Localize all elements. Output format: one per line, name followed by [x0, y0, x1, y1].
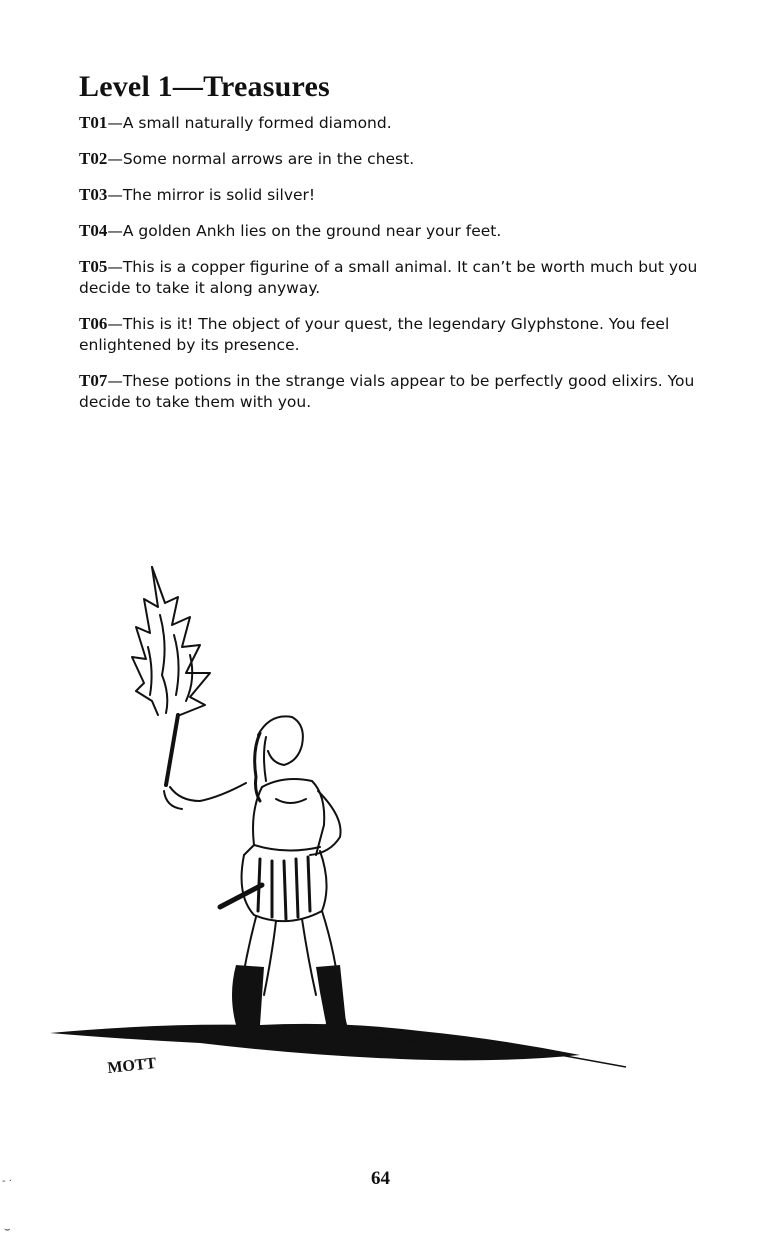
- treasure-code: T04: [79, 221, 108, 240]
- scan-mark: - ·: [2, 1176, 12, 1187]
- treasure-entry-t03: [79, 184, 719, 206]
- treasure-text: —A small naturally formed diamond.: [107, 114, 392, 132]
- treasure-text: —This is it! The object of your quest, the legendary Glyphstone. You feel enlightened by its presence.: [79, 315, 670, 354]
- raised-arm: [170, 783, 246, 801]
- treasure-entry-t05: [79, 256, 719, 299]
- treasure-text: —This is a copper figurine of a small animal. It can’t be worth much but you decide to take it along anyway.: [79, 258, 698, 297]
- torch-flame: [132, 567, 210, 715]
- treasure-code: T07: [79, 371, 108, 390]
- treasure-entry-t04: [79, 220, 719, 242]
- treasure-text: —The mirror is solid silver!: [107, 186, 316, 204]
- artist-signature: MOTT: [106, 1054, 158, 1077]
- treasure-code: T05: [79, 257, 108, 276]
- treasure-text: —A golden Ankh lies on the ground near your feet.: [107, 222, 502, 240]
- sword: [220, 885, 262, 907]
- scan-mark: ⌣: [4, 1224, 11, 1235]
- torch-shaft: [166, 715, 178, 785]
- page-number: 64: [371, 1168, 390, 1189]
- treasure-code: T06: [79, 314, 108, 333]
- treasure-code: T03: [79, 185, 108, 204]
- treasure-code: T02: [79, 149, 108, 168]
- treasure-entry-t07: [79, 370, 719, 413]
- treasure-entry-t02: [79, 148, 719, 170]
- treasure-entry-t06: [79, 313, 719, 356]
- warrior-illustration: [40, 555, 640, 1085]
- treasure-text: —Some normal arrows are in the chest.: [107, 150, 415, 168]
- treasure-list: [79, 112, 719, 427]
- warrior-skirt: [242, 851, 327, 921]
- treasure-text: —These potions in the strange vials appear to be perfectly good elixirs. You decide to take them with you.: [79, 372, 695, 411]
- hip-arm: [310, 791, 341, 855]
- treasure-code: T01: [79, 113, 108, 132]
- page-title: Level 1—Treasures: [79, 70, 330, 103]
- treasure-entry-t01: [79, 112, 719, 134]
